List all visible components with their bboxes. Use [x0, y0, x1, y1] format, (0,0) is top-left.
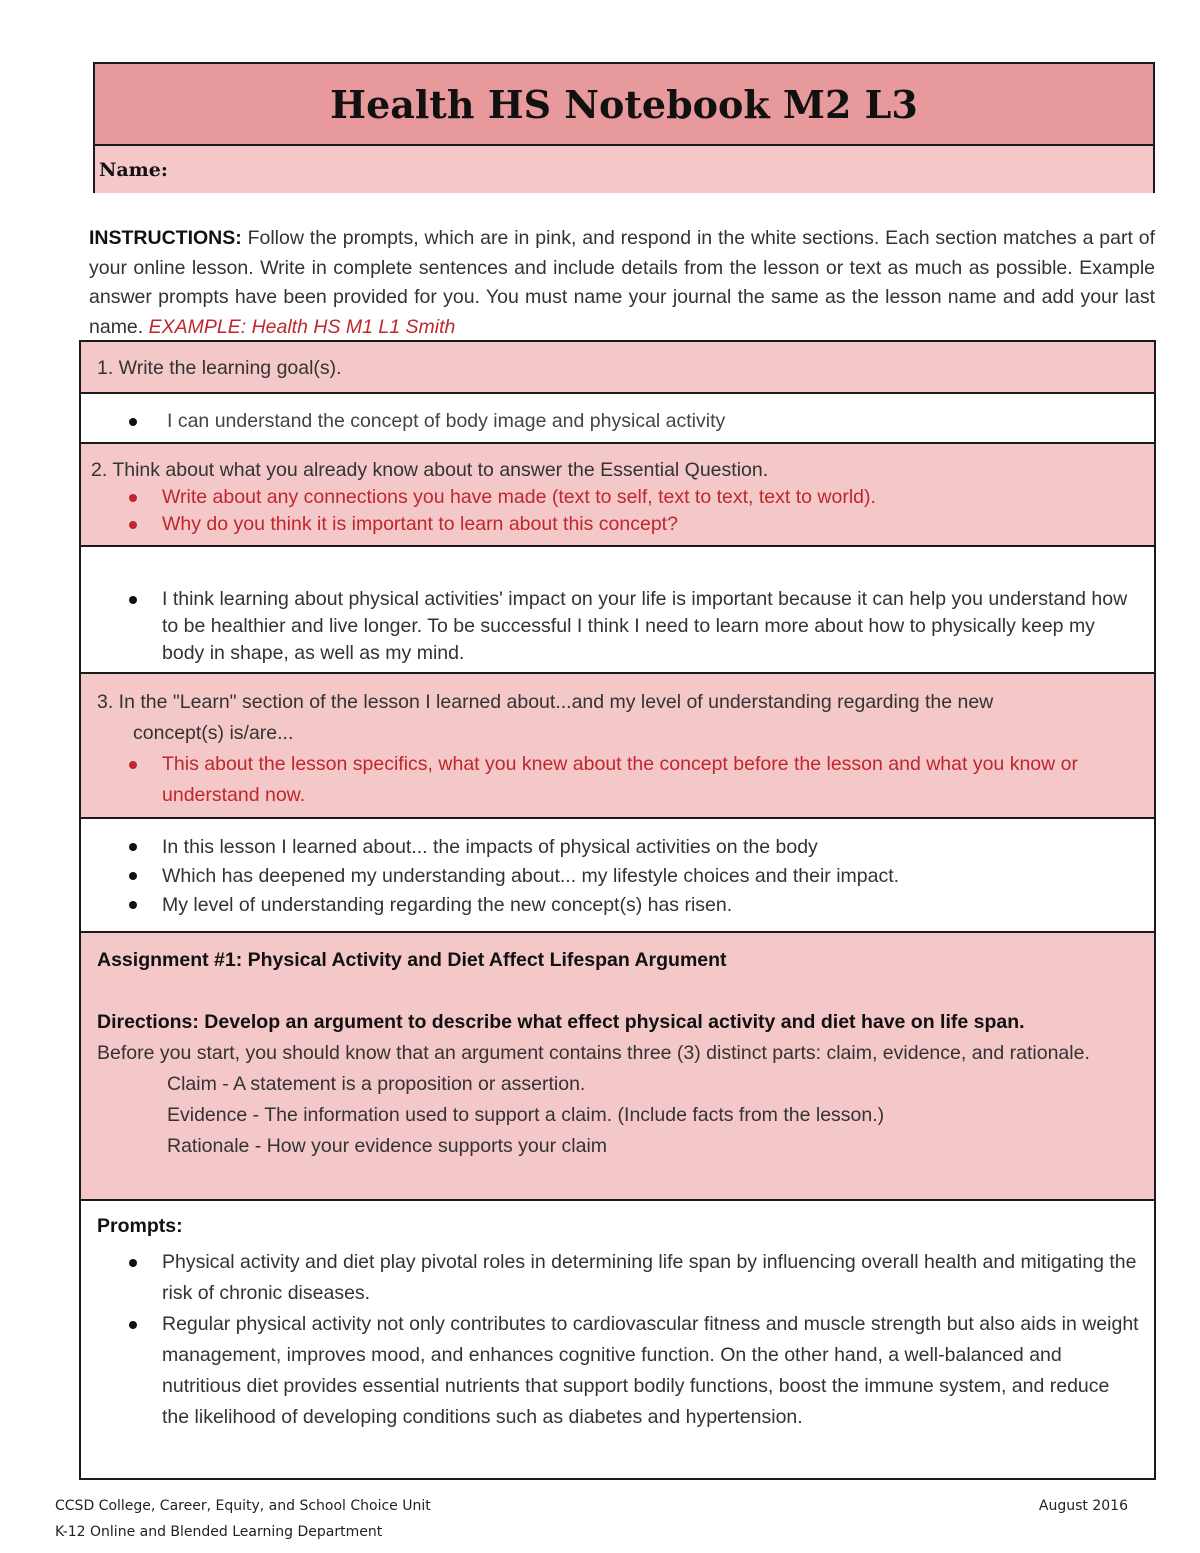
question-3-prompt-line1: 3. In the "Learn" section of the lesson I learned about...and my level of understanding regarding the new — [97, 691, 994, 713]
page-title: Health HS Notebook M2 L3 — [330, 81, 918, 127]
assignment-row — [81, 933, 1154, 1201]
assignment-claim: Claim - A statement is a proposition or assertion. — [167, 1073, 586, 1095]
answer-2-row[interactable] — [81, 547, 1154, 674]
assignment-title: Assignment #1: Physical Activity and Diet Affect Lifespan Argument — [97, 949, 727, 971]
spacer — [97, 976, 1140, 1007]
list-item: I can understand the concept of body image and physical activity — [81, 408, 1154, 435]
question-3-row — [81, 674, 1154, 819]
prompts-row[interactable] — [81, 1201, 1154, 1478]
question-1-row — [81, 342, 1154, 394]
list-item: Physical activity and diet play pivotal roles in determining life span by influencing overall health and mitigating the risk of chronic diseases. — [97, 1247, 1140, 1309]
footer-date: August 2016 — [1038, 1498, 1128, 1514]
name-field[interactable] — [95, 146, 1153, 193]
assignment-rationale: Rationale - How your evidence supports your claim — [167, 1135, 608, 1157]
list-item: I think learning about physical activities' impact on your life is important because it can help you understand how to be healthier and live longer. To be successful I think I need to learn more about how to physically keep my body in shape, as well as my mind. — [81, 586, 1140, 667]
assignment-directions: Directions: Develop an argument to describe what effect physical activity and diet have on life span. — [97, 1011, 1025, 1033]
instructions — [89, 224, 1155, 342]
instructions-label: INSTRUCTIONS: — [89, 227, 242, 249]
list-item: In this lesson I learned about... the impacts of physical activities on the body — [81, 833, 1140, 862]
list-item: This about the lesson specifics, what you knew about the concept before the lesson and what you know or understand now. — [97, 749, 1140, 811]
list-item: My level of understanding regarding the new concept(s) has risen. — [81, 891, 1140, 920]
question-2-row — [81, 444, 1154, 547]
list-item: Which has deepened my understanding about... my lifestyle choices and their impact. — [81, 862, 1140, 891]
question-3-prompt-line2: concept(s) is/are... — [133, 722, 294, 744]
question-2-prompt: 2. Think about what you already know about to answer the Essential Question. — [91, 459, 769, 481]
notebook-table — [79, 340, 1156, 1480]
page-footer — [55, 1493, 1128, 1545]
assignment-evidence: Evidence - The information used to support a claim. (Include facts from the lesson.) — [167, 1104, 885, 1126]
answer-3-row[interactable] — [81, 819, 1154, 933]
question-1-prompt: 1. Write the learning goal(s). — [97, 357, 342, 379]
name-label: Name: — [99, 158, 168, 181]
prompts-label: Prompts: — [97, 1215, 183, 1237]
footer-line2: K-12 Online and Blended Learning Department — [55, 1524, 383, 1540]
assignment-intro: Before you start, you should know that an argument contains three (3) distinct parts: claim, evidence, and rationale. — [97, 1042, 1090, 1064]
answer-1-row[interactable] — [81, 394, 1154, 444]
list-item: Regular physical activity not only contributes to cardiovascular fitness and muscle strength but also aids in weight management, improves mood, and enhances cognitive function. On the other hand, a well-balanced and nutritious diet provides essential nutrients that support bodily functions, boost the immune system, and reduce the likelihood of developing conditions such as diabetes and hypertension. — [97, 1309, 1140, 1433]
instructions-example: EXAMPLE: Health HS M1 L1 Smith — [148, 315, 456, 338]
list-item: Write about any connections you have made (text to self, text to text, text to world). — [91, 484, 1154, 511]
footer-line1: CCSD College, Career, Equity, and School Choice Unit — [55, 1498, 431, 1514]
header-box — [93, 62, 1155, 193]
instructions-text: Follow the prompts, which are in pink, and respond in the white sections. Each section matches a part of your online lesson. Write in complete sentences and include details from the lesson or text as much as possible. Example answer prompts have been provided for you. You must name your journal the same as the lesson name and add your last name. — [89, 227, 1155, 338]
list-item: Why do you think it is important to learn about this concept? — [91, 511, 1154, 538]
title-row — [95, 64, 1153, 146]
